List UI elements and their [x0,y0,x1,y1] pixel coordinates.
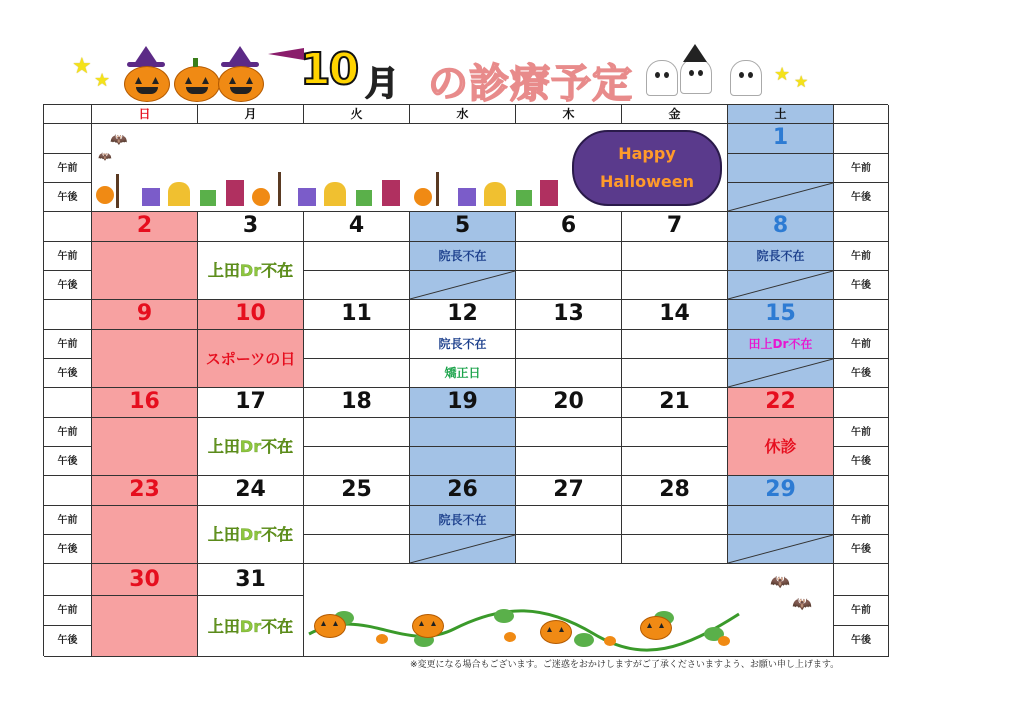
day-12-pm-note: 矯正日 [410,359,516,388]
day-26-am-note: 院長不在 [410,506,516,535]
day-1-pm-closed [728,183,834,212]
label-cell [834,124,889,154]
happy-halloween-sign [572,130,722,206]
slot-am-label: 午前 [44,418,92,447]
day-14-am [622,330,728,359]
month-number: 10 [300,44,358,95]
day-13-pm [516,359,622,388]
day-cell-29: 29 [728,476,834,506]
star-icon: ★ [774,64,791,85]
pumpkin-icon [540,620,572,644]
pumpkin-icon [314,614,346,638]
slot-am-label: 午前 [44,596,92,626]
day-cell-8: 8 [728,212,834,242]
day-2-closed [92,242,198,300]
month-kanji: 月 [365,64,399,104]
label-cell [44,300,92,330]
label-cell [44,476,92,506]
slot-pm-label: 午後 [44,359,92,388]
label-cell [834,564,889,596]
day-cell-19: 19 [410,388,516,418]
day-21-am [622,418,728,447]
sign-line-1: Happy [618,144,676,163]
day-cell-22: 22 [728,388,834,418]
day-28-pm [622,535,728,564]
slot-am-label: 午前 [44,506,92,535]
footer-note: ※変更になる場合もございます。ご迷惑をおかけしますがご了承くださいますよう、お願い申し上げます。 [410,660,840,670]
closed-slash-icon [728,183,833,211]
slot-pm-label: 午後 [834,183,889,212]
closed-slash-icon [728,271,833,299]
day-29-pm-closed [728,535,834,564]
day-20-am [516,418,622,447]
day-cell-10: 10 [198,300,304,330]
header [40,42,880,107]
weekday-fri: 金 [622,105,728,124]
small-pumpkin-icon [604,636,616,646]
day-31-note: 上田Dr不在 [198,596,304,657]
day-19-pm [410,447,516,476]
day-cell-27: 27 [516,476,622,506]
label-cell [834,212,889,242]
day-5-pm-closed [410,271,516,300]
star-icon: ★ [72,54,92,79]
calendar-grid [43,104,888,656]
day-19-am [410,418,516,447]
weekday-sat: 土 [728,105,834,124]
label-cell [834,388,889,418]
closed-slash-icon [410,535,515,563]
slot-pm-label: 午後 [834,535,889,564]
day-cell-11: 11 [304,300,410,330]
bat-icon: 🦇 [792,594,812,613]
day-cell-13: 13 [516,300,622,330]
small-pumpkin-icon [504,632,516,642]
slot-pm-label: 午後 [44,447,92,476]
slot-pm-label: 午後 [834,626,889,657]
pumpkin-icon [640,616,672,640]
weekday-wed: 水 [410,105,516,124]
day-25-pm [304,535,410,564]
weekday-sun: 日 [92,105,198,124]
slot-pm-label: 午後 [44,535,92,564]
day-10-holiday-note: スポーツの日 [198,330,304,388]
day-25-am [304,506,410,535]
day-22-closed-note: 休診 [728,418,834,476]
day-cell-12: 12 [410,300,516,330]
day-cell-17: 17 [198,388,304,418]
day-7-pm [622,271,728,300]
day-cell-26: 26 [410,476,516,506]
slot-am-label: 午前 [834,418,889,447]
pumpkin-icon [412,614,444,638]
day-cell-18: 18 [304,388,410,418]
page-title: の診療予定 [428,61,633,107]
day-9-closed [92,330,198,388]
day-cell-23: 23 [92,476,198,506]
slot-pm-label: 午後 [834,359,889,388]
day-cell-31: 31 [198,564,304,596]
ghost-icon [730,60,762,96]
slot-am-label: 午前 [834,242,889,271]
day-18-am [304,418,410,447]
day-1-am [728,154,834,183]
slot-am-label: 午前 [44,242,92,271]
day-17-note: 上田Dr不在 [198,418,304,476]
day-8-pm-closed [728,271,834,300]
day-14-pm [622,359,728,388]
day-28-am [622,506,728,535]
day-29-am [728,506,834,535]
day-11-am [304,330,410,359]
vine-icon [304,594,744,654]
slot-am-label: 午前 [44,330,92,359]
slot-am-label: 午前 [834,596,889,626]
day-23-closed [92,506,198,564]
day-cell-6: 6 [516,212,622,242]
day-15-pm-closed [728,359,834,388]
day-cell-28: 28 [622,476,728,506]
label-cell [44,124,92,154]
day-cell-1: 1 [728,124,834,154]
day-15-am-note: 田上Dr不在 [728,330,834,359]
haunted-town-icon [92,168,562,210]
day-20-pm [516,447,622,476]
day-24-note: 上田Dr不在 [198,506,304,564]
slot-pm-label: 午後 [44,626,92,657]
day-cell-14: 14 [622,300,728,330]
day-11-pm [304,359,410,388]
label-cell [834,300,889,330]
corner-cell [834,105,889,124]
bat-icon: 🦇 [770,572,790,591]
day-cell-9: 9 [92,300,198,330]
star-icon: ★ [794,72,809,91]
day-cell-2: 2 [92,212,198,242]
day-cell-30: 30 [92,564,198,596]
day-27-pm [516,535,622,564]
halloween-decoration-area [92,124,728,212]
day-5-am-note: 院長不在 [410,242,516,271]
star-icon: ★ [94,70,111,91]
day-cell-16: 16 [92,388,198,418]
day-6-pm [516,271,622,300]
day-cell-3: 3 [198,212,304,242]
day-27-am [516,506,622,535]
day-cell-4: 4 [304,212,410,242]
label-cell [44,212,92,242]
weekday-tue: 火 [304,105,410,124]
day-cell-24: 24 [198,476,304,506]
closed-slash-icon [410,271,515,299]
day-21-pm [622,447,728,476]
label-cell [44,388,92,418]
day-18-pm [304,447,410,476]
witch-hat-icon [683,44,707,62]
day-cell-7: 7 [622,212,728,242]
day-26-pm-closed [410,535,516,564]
day-3-note: 上田Dr不在 [198,242,304,300]
closed-slash-icon [728,359,833,387]
day-4-pm [304,271,410,300]
slot-am-label: 午前 [834,330,889,359]
day-cell-25: 25 [304,476,410,506]
weekday-thu: 木 [516,105,622,124]
day-8-am-note: 院長不在 [728,242,834,271]
sign-line-2: Halloween [599,172,695,191]
day-12-am-note: 院長不在 [410,330,516,359]
small-pumpkin-icon [376,634,388,644]
slot-pm-label: 午後 [44,183,92,212]
slot-pm-label: 午後 [44,271,92,300]
label-cell [44,564,92,596]
slot-am-label: 午前 [44,154,92,183]
pumpkin-vine-decoration [304,564,834,657]
ghost-icon [646,60,678,96]
slot-pm-label: 午後 [834,271,889,300]
witch-hat-icon [268,48,304,60]
weekday-mon: 月 [198,105,304,124]
day-4-am [304,242,410,271]
slot-pm-label: 午後 [834,447,889,476]
day-30-closed [92,596,198,657]
day-cell-5: 5 [410,212,516,242]
day-cell-15: 15 [728,300,834,330]
day-6-am [516,242,622,271]
slot-am-label: 午前 [834,506,889,535]
ghost-witch-icon [680,58,712,94]
day-13-am [516,330,622,359]
corner-cell [44,105,92,124]
label-cell [834,476,889,506]
slot-am-label: 午前 [834,154,889,183]
small-pumpkin-icon [718,636,730,646]
bat-icon: 🦇 [110,132,128,148]
day-cell-20: 20 [516,388,622,418]
day-cell-21: 21 [622,388,728,418]
bat-icon: 🦇 [98,150,112,163]
closed-slash-icon [728,535,833,563]
day-16-closed [92,418,198,476]
day-7-am [622,242,728,271]
